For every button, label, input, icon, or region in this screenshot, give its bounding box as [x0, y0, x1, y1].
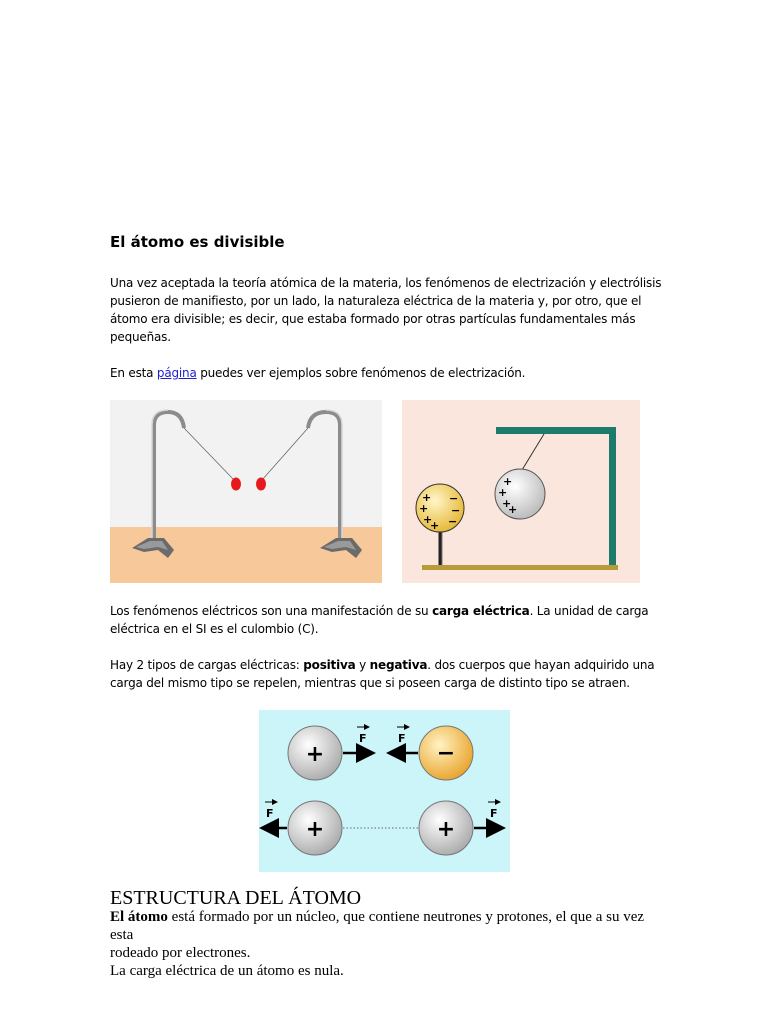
- charge-forces-figure: [259, 710, 510, 872]
- svg-text:+: +: [502, 497, 512, 510]
- structure-paragraph: [110, 908, 670, 980]
- svg-text:+: +: [422, 491, 432, 504]
- charge-term: carga eléctrica: [432, 604, 530, 618]
- svg-text:+: +: [419, 502, 429, 515]
- pagina-link[interactable]: página: [156, 366, 197, 380]
- svg-text:−: −: [448, 515, 458, 528]
- attraction-pendulum-figure: [402, 400, 640, 583]
- force-label: F: [398, 732, 406, 745]
- positive-sign-bottom-right: +: [436, 817, 456, 842]
- svg-text:+: +: [498, 486, 508, 499]
- charge-types-before: Hay 2 tipos de cargas eléctricas:: [110, 658, 304, 672]
- svg-text:−: −: [451, 504, 461, 517]
- positive-sign-bottom-left: +: [305, 817, 325, 842]
- link-paragraph: [110, 364, 670, 382]
- intro-paragraph: Una vez aceptada la teoría atómica de la materia, los fenómenos de electrización y electrólisis pusieron de manifiesto, por un lado, la naturaleza eléctrica de la materia y, por otro, que el átomo era divisible; es decir, que estaba formado por otras partículas fundamentales más pequeñas.: [110, 276, 662, 344]
- positive-sign-top: +: [305, 742, 325, 767]
- charge-types-after: . dos cuerpos que hayan adquirido una carga del mismo tipo se repelen, mientras que si poseen carga de distinto tipo se atraen.: [110, 658, 655, 690]
- frame-post: [609, 427, 616, 567]
- charge-types-middle: y: [355, 658, 370, 672]
- charge-types-paragraph: [110, 656, 670, 692]
- svg-text:+: +: [430, 519, 440, 532]
- electrization-pendulum-figure: [110, 400, 382, 583]
- charge-paragraph: [110, 602, 670, 638]
- structure-line-2: rodeado por electrones.: [110, 945, 251, 961]
- structure-heading: ESTRUCTURA DEL ÁTOMO: [110, 887, 362, 909]
- positive-term: positiva: [303, 658, 356, 672]
- left-red-ball: [231, 478, 241, 491]
- charge-paragraph-after: . La unidad de carga eléctrica en el SI es el culombio (C).: [110, 604, 649, 636]
- svg-text:+: +: [423, 513, 433, 526]
- ground-base: [422, 565, 618, 570]
- charge-paragraph-before: Los fenómenos eléctricos son una manifestación de su: [110, 604, 433, 618]
- structure-line-3: La carga eléctrica de un átomo es nula.: [110, 963, 344, 979]
- atom-term: El átomo: [110, 909, 168, 925]
- link-paragraph-after: puedes ver ejemplos sobre fenómenos de electrización.: [196, 366, 526, 380]
- svg-text:+: +: [503, 475, 513, 488]
- negative-term: negativa: [369, 658, 428, 672]
- force-label: F: [359, 732, 367, 745]
- structure-line-1: está formado por un núcleo, que contiene neutrones y protones, el que a su vez esta: [110, 909, 645, 943]
- negative-sign: −: [436, 741, 456, 766]
- svg-text:+: +: [508, 503, 518, 516]
- frame-top-bar: [496, 427, 616, 434]
- force-label: F: [266, 807, 274, 820]
- svg-text:−: −: [449, 492, 459, 505]
- link-paragraph-before: En esta: [110, 366, 157, 380]
- right-red-ball: [256, 478, 266, 491]
- section-title: El átomo es divisible: [110, 233, 285, 251]
- force-label: F: [490, 807, 498, 820]
